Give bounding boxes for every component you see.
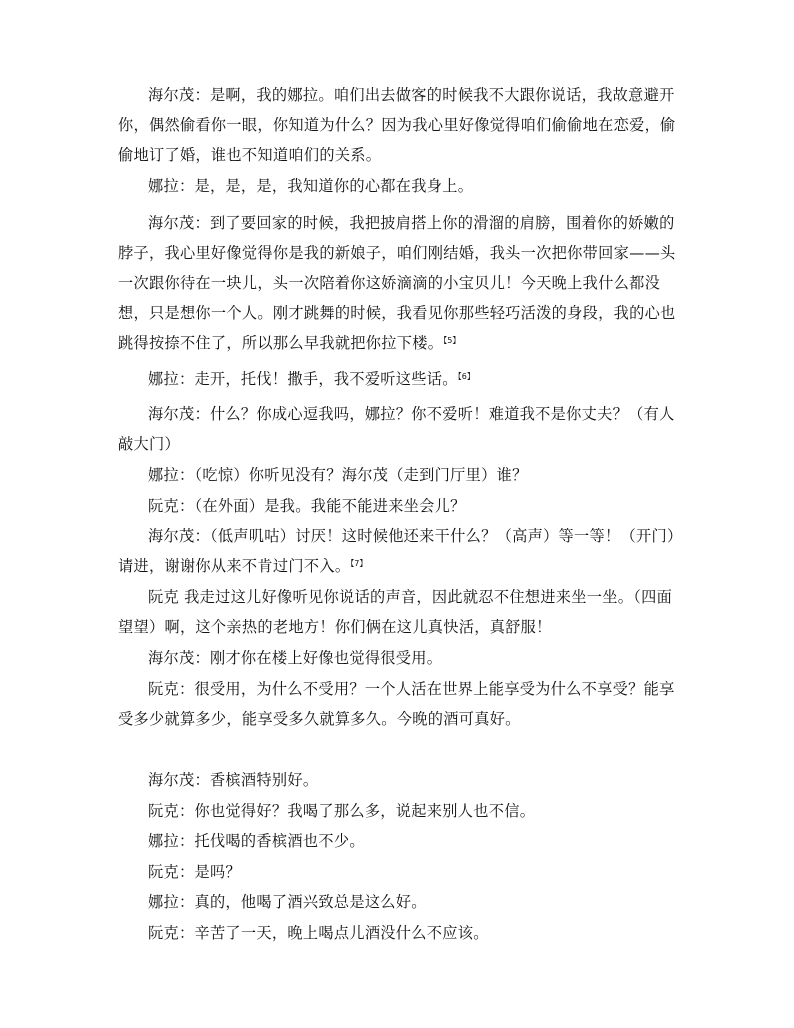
- paragraph: [118, 643, 678, 673]
- paragraph: [118, 582, 678, 642]
- paragraph: [118, 208, 678, 358]
- paragraph-text: 阮克 我走过这儿好像听见你说话的声音，因此就忍不住想进来坐一坐。（四面望望）啊，这个亲热的老地方！你们俩在这儿真快活，真舒服！: [118, 588, 673, 636]
- paragraph: [118, 491, 678, 521]
- paragraph-text: 娜拉：是，是，是，我知道你的心都在我身上。: [148, 177, 474, 195]
- paragraph-text: 娜拉：（吃惊）你听见没有？海尔茂（走到门厅里）谁？: [148, 466, 528, 484]
- paragraph: [118, 887, 678, 917]
- paragraph: [118, 460, 678, 490]
- paragraph: [118, 364, 678, 394]
- footnote-marker: 【6】: [457, 372, 475, 381]
- paragraph: [118, 857, 678, 887]
- footnote-marker: 【7】: [350, 559, 368, 568]
- paragraph-text: 海尔茂：（低声叽咕）讨厌！这时候他还来干什么？（高声）等一等！（开门）请进，谢谢你从来不肯过门不入。: [118, 527, 675, 575]
- paragraph-text: 阮克：辛苦了一天，晚上喝点儿酒没什么不应该。: [148, 924, 489, 942]
- paragraph: [118, 918, 678, 948]
- paragraph-text: 海尔茂：刚才你在楼上好像也觉得很受用。: [148, 649, 443, 667]
- paragraph-text: 娜拉：真的，他喝了酒兴致总是这么好。: [148, 893, 427, 911]
- paragraph-text: 娜拉：走开，托伐！撒手，我不爱听这些话。: [148, 370, 458, 388]
- paragraph: [118, 80, 678, 170]
- paragraph-text: 阮克：很受用，为什么不受用？一个人活在世界上能享受为什么不享受？能享受多少就算多少，能享受多久就算多久。今晚的酒可真好。: [118, 680, 675, 728]
- footnote-marker: 【5】: [443, 336, 461, 345]
- paragraph-text: 阮克：是吗？: [148, 863, 241, 881]
- paragraph: [118, 399, 678, 459]
- paragraph-text: 阮克：（在外面）是我。我能不能进来坐会儿？: [148, 497, 466, 515]
- paragraph: [118, 171, 678, 201]
- paragraph: [118, 674, 678, 734]
- paragraph-text: 娜拉：托伐喝的香槟酒也不少。: [148, 832, 365, 850]
- paragraph-text: 海尔茂：香槟酒特别好。: [148, 771, 319, 789]
- paragraph-text: 阮克：你也觉得好？我喝了那么多，说起来别人也不信。: [148, 802, 536, 820]
- paragraph: [118, 521, 678, 581]
- paragraph-text: 海尔茂：到了要回家的时候，我把披肩搭上你的滑溜的肩膀，围着你的娇嫩的脖子，我心里好像觉得你是我的新娘子，咱们刚结婚，我头一次把你带回家——头一次跟你待在一块儿，头一次陪着你这娇滴滴的小宝贝儿！今天晚上我什么都没想，只是想你一个人。刚才跳舞的时候，我看见你那些轻巧活泼的身段，我的心也跳得按捺不住了，所以那么早我就把你拉下楼。: [118, 214, 676, 352]
- paragraph-text: 海尔茂：是啊，我的娜拉。咱们出去做客的时候我不大跟你说话，我故意避开你，偶然偷看你一眼，你知道为什么？因为我心里好像觉得咱们偷偷地在恋爱，偷偷地订了婚，谁也不知道咱们的关系。: [118, 86, 676, 164]
- paragraph-text: 海尔茂：什么？你成心逗我吗，娜拉？你不爱听！难道我不是你丈夫？（有人敲大门）: [118, 405, 675, 453]
- paragraph: [118, 796, 678, 826]
- paragraph: [118, 826, 678, 856]
- paragraph: [118, 765, 678, 795]
